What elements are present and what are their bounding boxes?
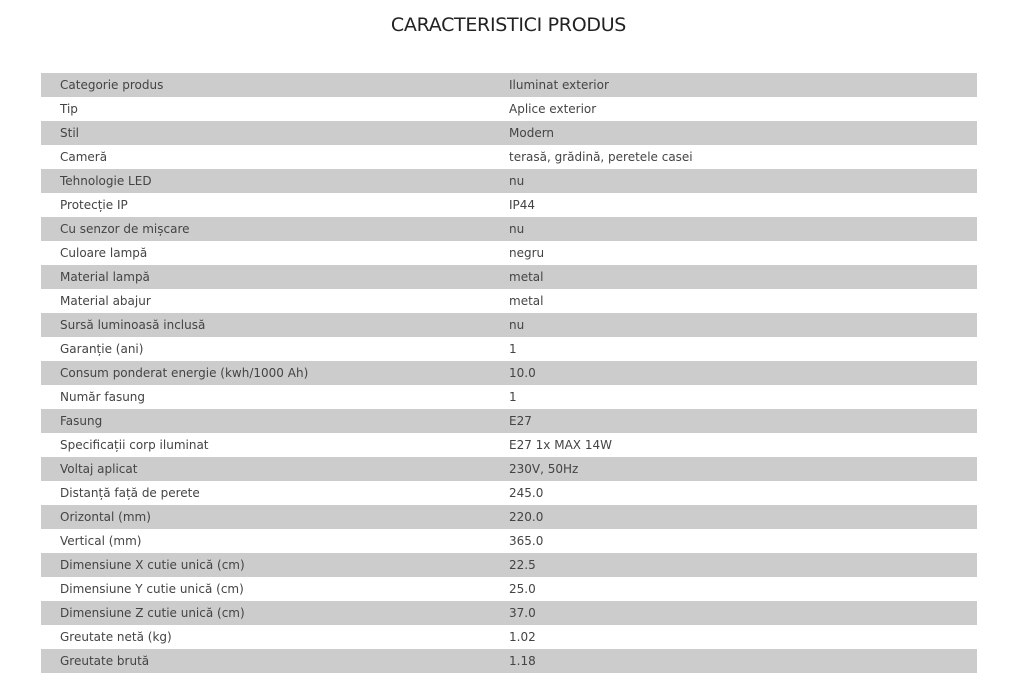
- table-row: [41, 505, 977, 529]
- spec-value: 37.0: [509, 601, 977, 625]
- spec-label: Distanță față de perete: [41, 481, 509, 505]
- spec-label: Culoare lampă: [41, 241, 509, 265]
- spec-label: Tehnologie LED: [41, 169, 509, 193]
- spec-value: 365.0: [509, 529, 977, 553]
- spec-label: Specificații corp iluminat: [41, 433, 509, 457]
- table-row: [41, 265, 977, 289]
- spec-label: Greutate brută: [41, 649, 509, 673]
- spec-value: 10.0: [509, 361, 977, 385]
- spec-value: terasă, grădină, peretele casei: [509, 145, 977, 169]
- spec-label: Consum ponderat energie (kwh/1000 Ah): [41, 361, 509, 385]
- table-row: [41, 145, 977, 169]
- page-title: CARACTERISTICI PRODUS: [390, 14, 627, 36]
- spec-label: Garanție (ani): [41, 337, 509, 361]
- table-row: [41, 121, 977, 145]
- spec-label: Protecție IP: [41, 193, 509, 217]
- table-row: [41, 649, 977, 673]
- spec-label: Cu senzor de mișcare: [41, 217, 509, 241]
- table-row: [41, 337, 977, 361]
- spec-value: metal: [509, 265, 977, 289]
- table-row: [41, 73, 977, 97]
- spec-value: 1.18: [509, 649, 977, 673]
- spec-label: Categorie produs: [41, 73, 509, 97]
- spec-value: IP44: [509, 193, 977, 217]
- spec-value: 220.0: [509, 505, 977, 529]
- spec-value: nu: [509, 217, 977, 241]
- spec-label: Sursă luminoasă inclusă: [41, 313, 509, 337]
- spec-label: Vertical (mm): [41, 529, 509, 553]
- table-row: [41, 529, 977, 553]
- spec-label: Dimensiune Y cutie unică (cm): [41, 577, 509, 601]
- spec-value: 25.0: [509, 577, 977, 601]
- spec-value: E27 1x MAX 14W: [509, 433, 977, 457]
- spec-label: Greutate netă (kg): [41, 625, 509, 649]
- table-row: [41, 601, 977, 625]
- spec-label: Dimensiune Z cutie unică (cm): [41, 601, 509, 625]
- spec-label: Dimensiune X cutie unică (cm): [41, 553, 509, 577]
- spec-label: Număr fasung: [41, 385, 509, 409]
- table-row: [41, 169, 977, 193]
- spec-value: 1.02: [509, 625, 977, 649]
- table-row: [41, 481, 977, 505]
- table-row: [41, 577, 977, 601]
- table-row: [41, 409, 977, 433]
- table-row: [41, 433, 977, 457]
- spec-label: Orizontal (mm): [41, 505, 509, 529]
- table-row: [41, 385, 977, 409]
- spec-value: E27: [509, 409, 977, 433]
- spec-label: Material abajur: [41, 289, 509, 313]
- spec-label: Tip: [41, 97, 509, 121]
- spec-value: Modern: [509, 121, 977, 145]
- table-row: [41, 217, 977, 241]
- spec-value: 22.5: [509, 553, 977, 577]
- spec-value: Aplice exterior: [509, 97, 977, 121]
- spec-value: negru: [509, 241, 977, 265]
- spec-value: 1: [509, 337, 977, 361]
- table-row: [41, 97, 977, 121]
- specs-table: [41, 73, 977, 673]
- spec-label: Stil: [41, 121, 509, 145]
- table-row: [41, 289, 977, 313]
- spec-value: Iluminat exterior: [509, 73, 977, 97]
- spec-value: nu: [509, 169, 977, 193]
- table-row: [41, 361, 977, 385]
- table-row: [41, 193, 977, 217]
- spec-label: Material lampă: [41, 265, 509, 289]
- spec-label: Cameră: [41, 145, 509, 169]
- table-row: [41, 313, 977, 337]
- spec-value: nu: [509, 313, 977, 337]
- table-row: [41, 625, 977, 649]
- spec-value: metal: [509, 289, 977, 313]
- spec-label: Fasung: [41, 409, 509, 433]
- spec-value: 1: [509, 385, 977, 409]
- spec-value: 230V, 50Hz: [509, 457, 977, 481]
- table-row: [41, 553, 977, 577]
- spec-value: 245.0: [509, 481, 977, 505]
- table-row: [41, 457, 977, 481]
- spec-label: Voltaj aplicat: [41, 457, 509, 481]
- table-row: [41, 241, 977, 265]
- specs-table-body: [41, 73, 977, 673]
